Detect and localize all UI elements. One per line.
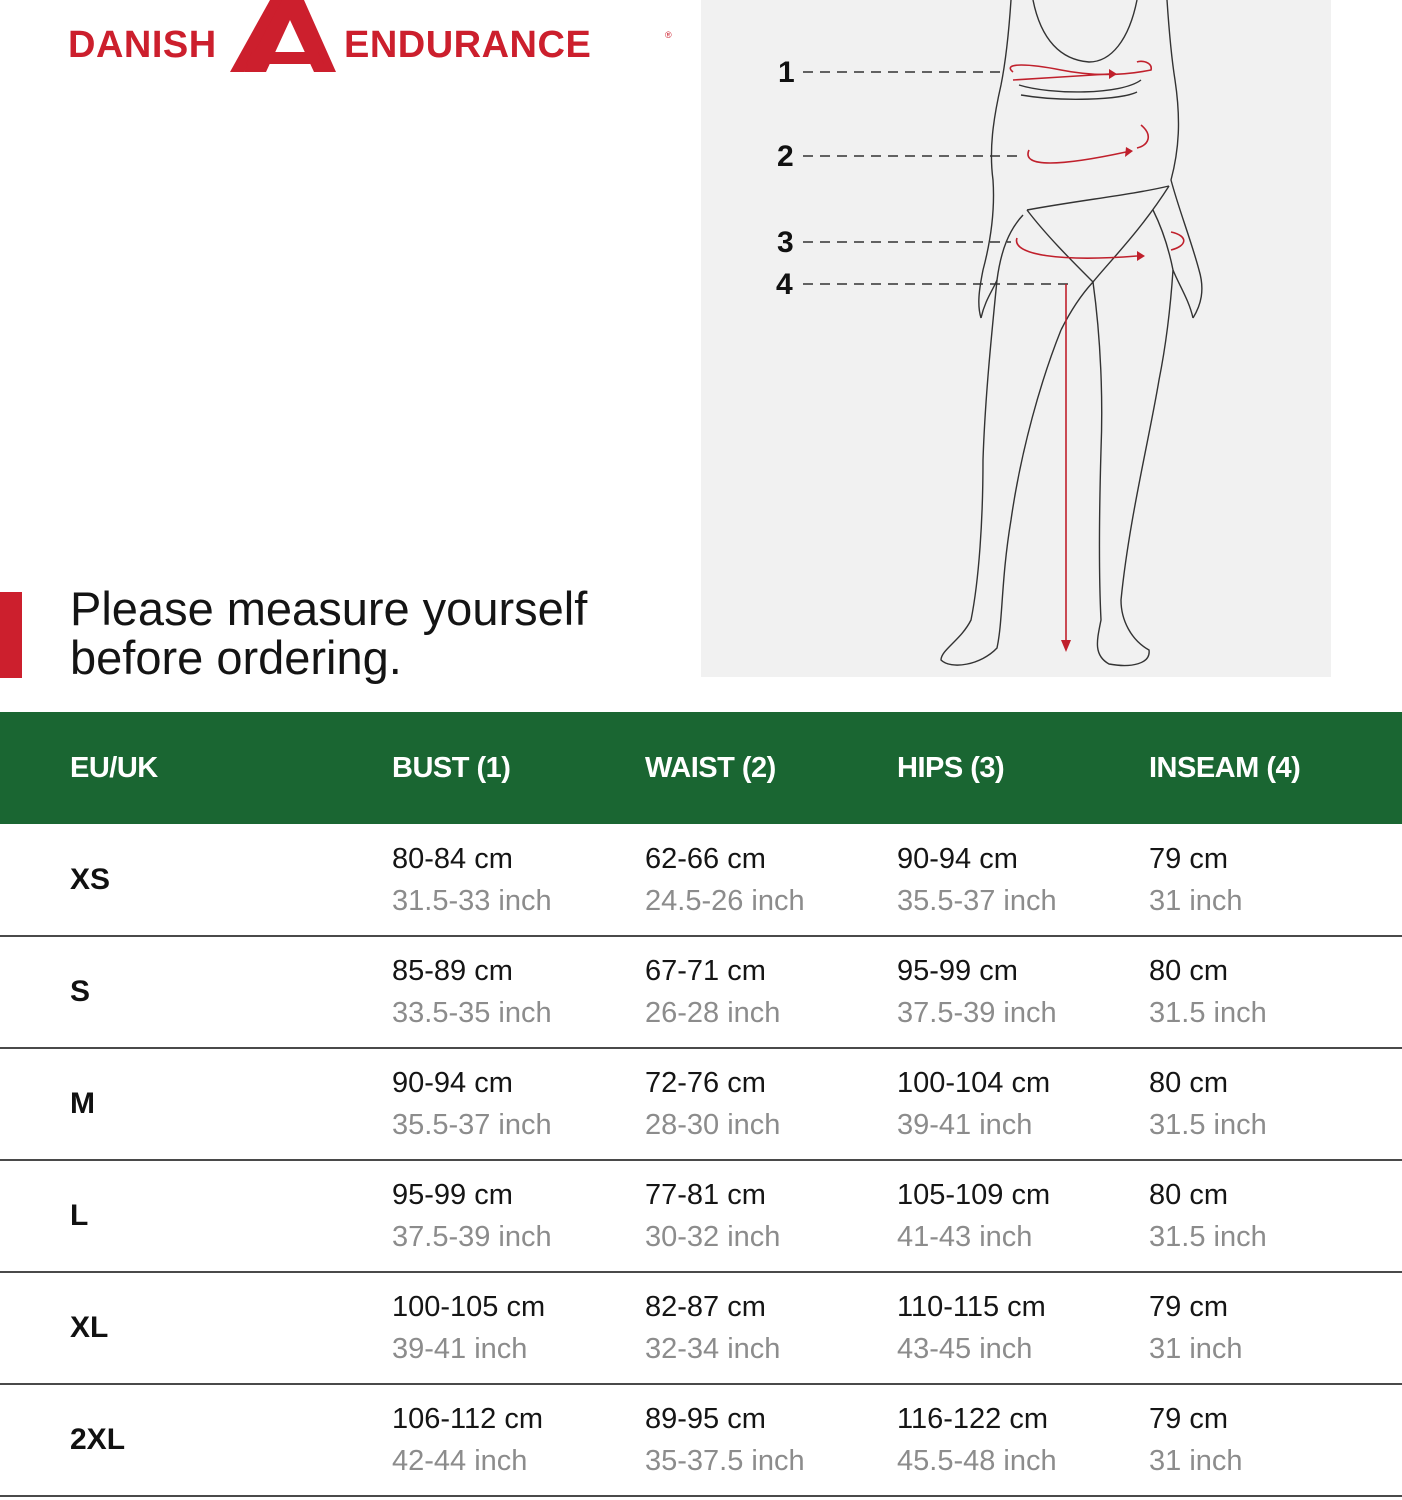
headline-line-2: before ordering.: [70, 631, 402, 684]
value-inch: 33.5-35 inch: [392, 997, 552, 1029]
value-inch: 37.5-39 inch: [897, 997, 1057, 1029]
value-inch: 42-44 inch: [392, 1445, 528, 1477]
measurement-cell: [897, 824, 1149, 936]
value-inch: 24.5-26 inch: [645, 884, 805, 917]
figure-number-2: 2: [777, 140, 794, 173]
value-cm: 85-89 cm: [392, 955, 513, 987]
size-cell: [0, 1272, 392, 1384]
measurement-cell: [897, 1384, 1149, 1496]
value-cm: 100-105 cm: [392, 1291, 546, 1323]
measurement-cell: [392, 1272, 645, 1384]
brand-word-left: DANISH: [68, 24, 217, 66]
size-cell: [0, 1384, 392, 1496]
brand-logo: [68, 0, 672, 80]
value-cm: 100-104 cm: [897, 1067, 1051, 1099]
table-row: [0, 1160, 1402, 1272]
size-label: L: [70, 1199, 89, 1232]
measurement-cell: [645, 936, 897, 1048]
value-inch: 31 inch: [1149, 1333, 1243, 1365]
measurement-cell: [1149, 1272, 1402, 1384]
value-cm: 62-66 cm: [645, 842, 766, 875]
value-cm: 106-112 cm: [392, 1403, 543, 1435]
value-cm: 80 cm: [1149, 955, 1228, 987]
size-label: XL: [70, 1311, 109, 1344]
value-cm: 80 cm: [1149, 1067, 1228, 1099]
table-row: [0, 1384, 1402, 1496]
size-cell: [0, 936, 392, 1048]
measurement-cell: [392, 936, 645, 1048]
measurement-cell: [645, 1272, 897, 1384]
value-cm: 79 cm: [1149, 1291, 1228, 1323]
value-cm: 116-122 cm: [897, 1403, 1048, 1435]
measurement-cell: [1149, 1384, 1402, 1496]
value-inch: 35-37.5 inch: [645, 1445, 805, 1477]
value-cm: 79 cm: [1149, 1403, 1228, 1435]
value-inch: 26-28 inch: [645, 997, 781, 1029]
size-label: M: [70, 1087, 95, 1120]
value-inch: 31.5 inch: [1149, 1221, 1267, 1253]
value-cm: 80 cm: [1149, 1179, 1228, 1211]
table-row: [0, 824, 1402, 936]
value-inch: 28-30 inch: [645, 1109, 781, 1141]
measurement-cell: [1149, 936, 1402, 1048]
value-cm: 77-81 cm: [645, 1179, 766, 1211]
registered-mark: ®: [665, 30, 672, 40]
header-waist: WAIST (2): [645, 751, 776, 784]
brand-mountain-icon: [230, 0, 340, 75]
value-cm: 80-84 cm: [392, 842, 513, 875]
value-inch: 35.5-37 inch: [897, 884, 1057, 917]
measurement-cell: [897, 936, 1149, 1048]
figure-number-4: 4: [776, 268, 793, 301]
size-cell: [0, 824, 392, 936]
value-inch: 31 inch: [1149, 1445, 1243, 1477]
figure-number-1: 1: [778, 56, 795, 89]
figure-number-3: 3: [777, 226, 794, 259]
size-label: XS: [70, 862, 111, 896]
measurement-cell: [645, 1384, 897, 1496]
measurement-arrows: [1010, 61, 1183, 648]
value-inch: 31 inch: [1149, 884, 1243, 917]
size-label: S: [70, 975, 91, 1008]
measurement-cell: [645, 824, 897, 936]
measure-headline: [70, 584, 587, 682]
value-inch: 30-32 inch: [645, 1221, 781, 1253]
header-inseam: INSEAM (4): [1149, 751, 1301, 784]
value-cm: 95-99 cm: [897, 955, 1018, 987]
value-inch: 35.5-37 inch: [392, 1109, 552, 1141]
value-inch: 31.5 inch: [1149, 1109, 1267, 1141]
headline-line-1: Please measure yourself: [70, 582, 588, 635]
table-row: [0, 936, 1402, 1048]
value-inch: 43-45 inch: [897, 1333, 1033, 1365]
measurement-cell: [392, 824, 645, 936]
value-cm: 95-99 cm: [392, 1179, 513, 1211]
value-inch: 41-43 inch: [897, 1221, 1033, 1253]
value-inch: 31.5-33 inch: [392, 884, 552, 917]
body-outline-illustration: [701, 0, 1331, 677]
size-label: 2XL: [70, 1423, 126, 1456]
measurement-cell: [897, 1272, 1149, 1384]
measurement-cell: [645, 1160, 897, 1272]
value-inch: 32-34 inch: [645, 1333, 781, 1365]
value-inch: 45.5-48 inch: [897, 1445, 1057, 1477]
value-inch: 39-41 inch: [392, 1333, 528, 1365]
measurement-cell: [1149, 824, 1402, 936]
value-cm: 79 cm: [1149, 842, 1228, 875]
header-hips: HIPS (3): [897, 751, 1005, 784]
value-cm: 82-87 cm: [645, 1291, 766, 1323]
measurement-cell: [392, 1048, 645, 1160]
measurement-cell: [392, 1384, 645, 1496]
value-inch: 39-41 inch: [897, 1109, 1033, 1141]
value-cm: 90-94 cm: [897, 842, 1018, 875]
value-cm: 90-94 cm: [392, 1067, 513, 1099]
header-bust: BUST (1): [392, 751, 511, 784]
value-cm: 105-109 cm: [897, 1179, 1051, 1211]
size-chart-table: [0, 712, 1402, 1497]
value-cm: 110-115 cm: [897, 1291, 1046, 1323]
value-cm: 89-95 cm: [645, 1403, 766, 1435]
measurement-cell: [897, 1160, 1149, 1272]
table-row: [0, 1272, 1402, 1384]
measurement-cell: [1149, 1160, 1402, 1272]
value-cm: 72-76 cm: [645, 1067, 766, 1099]
measurement-cell: [1149, 1048, 1402, 1160]
header-eu-uk: EU/UK: [70, 751, 158, 784]
body-outline: [941, 0, 1202, 665]
measurement-figure: [701, 0, 1331, 677]
value-inch: 31.5 inch: [1149, 997, 1267, 1029]
brand-word-right: ENDURANCE: [344, 24, 592, 66]
measurement-cell: [897, 1048, 1149, 1160]
measurement-cell: [645, 1048, 897, 1160]
value-inch: 37.5-39 inch: [392, 1221, 552, 1253]
value-cm: 67-71 cm: [645, 955, 766, 987]
measurement-cell: [392, 1160, 645, 1272]
table-row: [0, 1048, 1402, 1160]
size-cell: [0, 1048, 392, 1160]
accent-bar: [0, 592, 22, 678]
size-cell: [0, 1160, 392, 1272]
table-header-row: [0, 712, 1402, 824]
